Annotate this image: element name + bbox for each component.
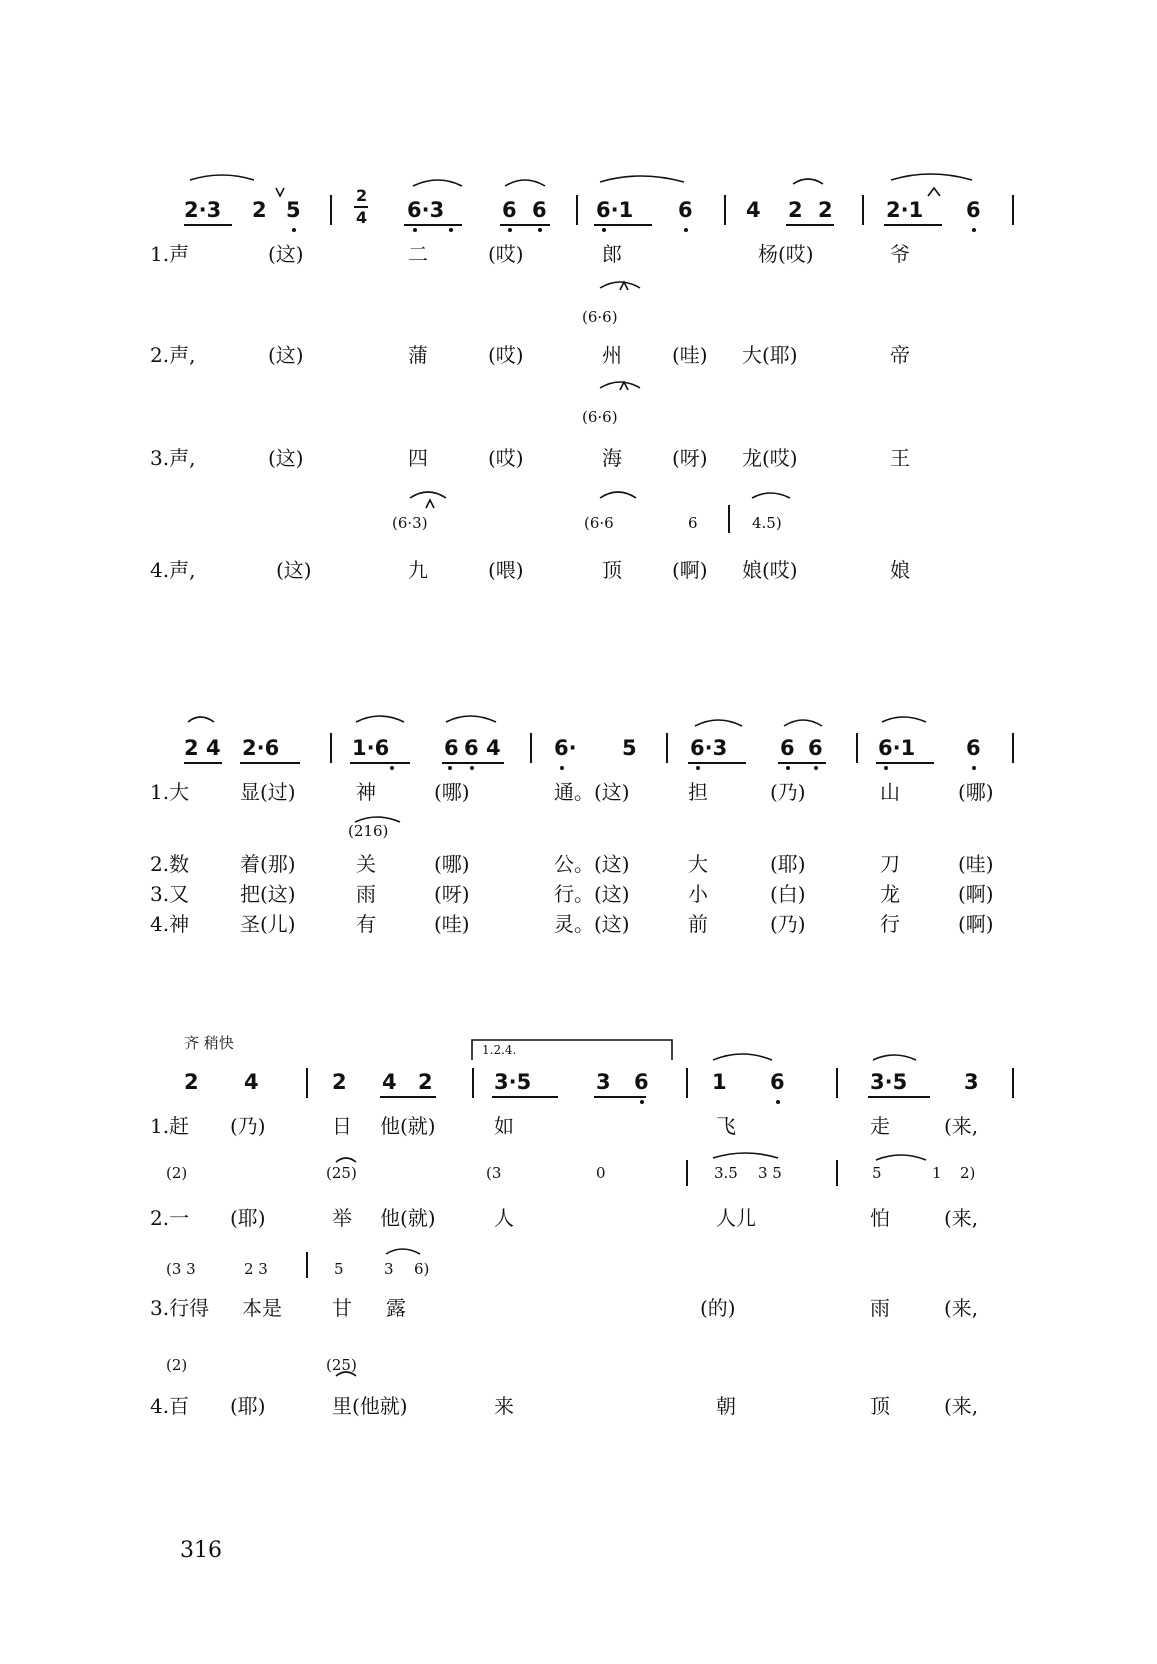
barline	[576, 195, 578, 225]
low-dot	[814, 766, 818, 770]
ornament: 0	[596, 1164, 606, 1182]
low-dot	[449, 228, 453, 232]
underline	[500, 224, 550, 226]
lyric: (哎)	[488, 343, 524, 367]
ornament: 6	[688, 514, 698, 532]
slur	[505, 180, 545, 186]
barline	[1012, 733, 1014, 763]
slur	[600, 282, 640, 288]
note: 6	[678, 198, 693, 222]
lyric: 本是	[242, 1296, 282, 1320]
lyric: 飞	[716, 1114, 736, 1138]
lyric: 龙(哎)	[742, 446, 798, 470]
ornament: 2 3	[244, 1260, 268, 1278]
low-dot	[884, 766, 888, 770]
lyric: 山	[880, 780, 900, 804]
low-dot	[972, 766, 976, 770]
note: 6	[770, 1070, 785, 1094]
lyric: (来,	[944, 1114, 979, 1138]
note: 2·3	[184, 198, 222, 222]
underline	[240, 762, 300, 764]
lyric: (这)	[268, 343, 304, 367]
slur	[600, 176, 684, 182]
barline	[862, 195, 864, 225]
note: 4	[244, 1070, 259, 1094]
low-dot	[470, 766, 474, 770]
ornament: 1	[932, 1164, 942, 1182]
lyric: (哇)	[434, 912, 470, 936]
lyric: (这)	[268, 242, 304, 266]
lyric: 4.神	[150, 912, 190, 936]
low-dot	[786, 766, 790, 770]
lyric: 顶	[870, 1394, 890, 1418]
lyric: 郎	[602, 242, 622, 266]
lyric: 3.行得	[150, 1296, 210, 1320]
underline	[350, 762, 410, 764]
lyric: 关	[356, 852, 376, 876]
low-dot	[508, 228, 512, 232]
note: 3·5	[494, 1070, 532, 1094]
note: 6	[780, 736, 795, 760]
ornament: (3 3	[166, 1260, 196, 1278]
lyric: 前	[688, 912, 708, 936]
lyric: (来,	[944, 1296, 979, 1320]
underline	[442, 762, 504, 764]
barline	[836, 1160, 838, 1186]
lyric: (白)	[770, 882, 806, 906]
lyric: 4.百	[150, 1394, 190, 1418]
lyric: 里(他就)	[332, 1394, 408, 1418]
tempo-marking: 齐 稍快	[184, 1034, 234, 1052]
note: 4	[206, 736, 221, 760]
lyric: 1.大	[150, 780, 190, 804]
slur	[600, 382, 640, 388]
lyric: 朝	[716, 1394, 736, 1418]
lyric: (啊)	[958, 882, 994, 906]
slur	[873, 1055, 916, 1060]
lyric: (哪)	[434, 780, 470, 804]
note: 6·	[554, 736, 577, 760]
lyric: (乃)	[230, 1114, 266, 1138]
barline	[330, 733, 332, 763]
lyric: (哎)	[488, 446, 524, 470]
lyric: 人	[494, 1206, 514, 1230]
barline	[330, 195, 332, 225]
ornament: (6·6)	[582, 308, 618, 326]
slur	[446, 716, 496, 722]
ornament: (25)	[326, 1356, 357, 1374]
lyric: 王	[890, 446, 910, 470]
lyric: (哪)	[434, 852, 470, 876]
lyric: 3.又	[150, 882, 190, 906]
lyric: 小	[688, 882, 708, 906]
breath-mark	[276, 188, 284, 196]
note: 6·3	[690, 736, 728, 760]
accent-mark	[426, 500, 434, 508]
underline	[786, 224, 834, 226]
slur	[891, 174, 972, 180]
lyric: 刀	[880, 852, 900, 876]
lyric: (呀)	[672, 446, 708, 470]
low-dot	[972, 228, 976, 232]
slur	[356, 716, 404, 722]
lyric: (这)	[276, 558, 312, 582]
lyric: 他(就)	[380, 1206, 436, 1230]
lyric: 灵。(这)	[554, 912, 630, 936]
lyric: (耶)	[230, 1206, 266, 1230]
barline	[728, 505, 730, 533]
note: 3·5	[870, 1070, 908, 1094]
note: 6	[966, 198, 981, 222]
lyric: 顶	[602, 558, 622, 582]
note: 4	[486, 736, 501, 760]
note: 6	[634, 1070, 649, 1094]
note: 5	[622, 736, 637, 760]
note: 2	[332, 1070, 347, 1094]
note: 1·6	[352, 736, 390, 760]
note: 6·1	[878, 736, 916, 760]
lyric: 甘	[332, 1296, 352, 1320]
slur	[410, 492, 446, 498]
ornament: (6·6	[584, 514, 614, 532]
lyric: 神	[356, 780, 376, 804]
ornament: 5	[872, 1164, 882, 1182]
ornament: (6·3)	[392, 514, 428, 532]
underline	[688, 762, 746, 764]
time-signature-top: 2	[356, 186, 368, 205]
lyric: 杨(哎)	[758, 242, 814, 266]
lyric: 龙	[880, 882, 900, 906]
lyric: 公。(这)	[554, 852, 630, 876]
note: 2	[418, 1070, 433, 1094]
barline	[836, 1068, 838, 1098]
ornament: 3	[384, 1260, 394, 1278]
lyric: (喂)	[488, 558, 524, 582]
note: 2	[252, 198, 267, 222]
note: 2	[818, 198, 833, 222]
underline	[380, 1096, 436, 1098]
ornament: (25)	[326, 1164, 357, 1182]
underline	[184, 224, 232, 226]
lyric: 圣(儿)	[240, 912, 296, 936]
lyric: 1.赶	[150, 1114, 190, 1138]
lyric: 2.数	[150, 852, 190, 876]
slur	[713, 1054, 772, 1060]
lyric: 大	[688, 852, 708, 876]
note: 6	[464, 736, 479, 760]
note: 1	[712, 1070, 727, 1094]
ornament: (216)	[348, 822, 389, 840]
barline	[666, 733, 668, 763]
lyric: (来,	[944, 1206, 979, 1230]
underline	[868, 1096, 930, 1098]
lyric: 大(耶)	[742, 343, 798, 367]
low-dot	[602, 228, 606, 232]
slur	[882, 717, 926, 722]
note: 6	[502, 198, 517, 222]
slur	[713, 1153, 778, 1158]
lyric: 日	[332, 1114, 352, 1138]
ornament: 3.5	[714, 1164, 738, 1182]
lyric: 海	[602, 446, 622, 470]
underline	[778, 762, 826, 764]
barline	[306, 1252, 308, 1278]
low-dot	[413, 228, 417, 232]
slur	[413, 180, 462, 186]
underline	[492, 1096, 558, 1098]
underline	[184, 762, 222, 764]
lyric: (哪)	[958, 780, 994, 804]
low-dot	[538, 228, 542, 232]
note: 6·1	[596, 198, 634, 222]
lyric: 行	[880, 912, 900, 936]
note: 6·3	[407, 198, 445, 222]
lyric: 显(过)	[240, 780, 296, 804]
low-dot	[640, 1100, 644, 1104]
barline	[1012, 195, 1014, 225]
lyric: 4.声,	[150, 558, 196, 582]
volta-label: 1.2.4.	[482, 1043, 517, 1057]
slur	[793, 179, 823, 184]
lyric: (来,	[944, 1394, 979, 1418]
note: 4	[382, 1070, 397, 1094]
note: 6	[532, 198, 547, 222]
note: 5	[286, 198, 301, 222]
ornament: 4.5)	[752, 514, 782, 532]
barline	[1012, 1068, 1014, 1098]
ornament: 2)	[960, 1164, 976, 1182]
lyric: 九	[408, 558, 428, 582]
lyric: (耶)	[770, 852, 806, 876]
ornament: 6)	[414, 1260, 430, 1278]
low-dot	[292, 228, 296, 232]
lyric: 来	[494, 1394, 514, 1418]
lyric: 2.声,	[150, 343, 196, 367]
lyric: 2.一	[150, 1206, 190, 1230]
underline	[594, 224, 652, 226]
lyric: 着(那)	[240, 852, 296, 876]
lyric: 爷	[890, 242, 910, 266]
lyric: 雨	[356, 882, 376, 906]
lyric: (呀)	[434, 882, 470, 906]
slur	[876, 1155, 926, 1160]
lyric: 人儿	[716, 1206, 756, 1230]
barline	[472, 1068, 474, 1098]
ornament: (2)	[166, 1356, 188, 1374]
low-dot	[560, 766, 564, 770]
lyric: 帝	[890, 343, 910, 367]
ornament: (6·6)	[582, 408, 618, 426]
note: 6	[444, 736, 459, 760]
underline	[404, 224, 462, 226]
slur	[386, 1249, 420, 1254]
lyric: (哎)	[488, 242, 524, 266]
lyric: 把(这)	[240, 882, 296, 906]
lyric: 3.声,	[150, 446, 196, 470]
lyric: 行。(这)	[554, 882, 630, 906]
note: 6	[808, 736, 823, 760]
lyric: 露	[386, 1296, 406, 1320]
lyric: 娘(哎)	[742, 558, 798, 582]
lyric: 蒲	[408, 343, 428, 367]
slur	[752, 493, 790, 498]
lyric: (哇)	[958, 852, 994, 876]
accent-mark	[928, 188, 940, 196]
lyric: 如	[494, 1114, 514, 1138]
note: 2	[184, 736, 199, 760]
note: 4	[746, 198, 761, 222]
lyric: 雨	[870, 1296, 890, 1320]
lyric: 怕	[870, 1206, 890, 1230]
lyric: 1.声	[150, 242, 190, 266]
time-signature-bottom: 4	[356, 208, 368, 227]
lyric: (哇)	[672, 343, 708, 367]
barline	[530, 733, 532, 763]
barline	[724, 195, 726, 225]
slur	[336, 1158, 356, 1162]
lyric: 娘	[890, 558, 910, 582]
lyric: (啊)	[958, 912, 994, 936]
page-number: 316	[180, 1538, 222, 1563]
ornament: (2)	[166, 1164, 188, 1182]
note: 3	[964, 1070, 979, 1094]
lyric: 举	[332, 1206, 352, 1230]
lyric: (乃)	[770, 780, 806, 804]
lyric: (乃)	[770, 912, 806, 936]
underline	[876, 762, 934, 764]
slur	[600, 492, 636, 498]
low-dot	[776, 1100, 780, 1104]
ornament: 5	[334, 1260, 344, 1278]
lyric: (耶)	[230, 1394, 266, 1418]
low-dot	[696, 766, 700, 770]
note: 2	[184, 1070, 199, 1094]
slur	[188, 717, 214, 722]
note: 2	[788, 198, 803, 222]
note: 2·6	[242, 736, 280, 760]
slur	[190, 175, 254, 180]
slur	[784, 720, 822, 726]
ornament: (3	[486, 1164, 502, 1182]
lyric: 二	[408, 242, 428, 266]
lyric: 走	[870, 1114, 890, 1138]
low-dot	[390, 766, 394, 770]
ornament: 3 5	[758, 1164, 782, 1182]
lyric: (的)	[700, 1296, 736, 1320]
low-dot	[448, 766, 452, 770]
lyric: 他(就)	[380, 1114, 436, 1138]
lyric: 有	[356, 912, 376, 936]
barline	[856, 733, 858, 763]
lyric: 四	[408, 446, 428, 470]
low-dot	[684, 228, 688, 232]
note: 2·1	[886, 198, 924, 222]
underline	[884, 224, 942, 226]
barline	[686, 1068, 688, 1098]
note: 6	[966, 736, 981, 760]
barline	[306, 1068, 308, 1098]
lyric: 州	[602, 343, 622, 367]
lyric: (啊)	[672, 558, 708, 582]
slur	[695, 720, 742, 726]
lyric: 担	[688, 780, 708, 804]
lyric: (这)	[268, 446, 304, 470]
lyric: 通。(这)	[554, 780, 630, 804]
note: 3	[596, 1070, 611, 1094]
underline	[594, 1096, 646, 1098]
barline	[686, 1160, 688, 1186]
